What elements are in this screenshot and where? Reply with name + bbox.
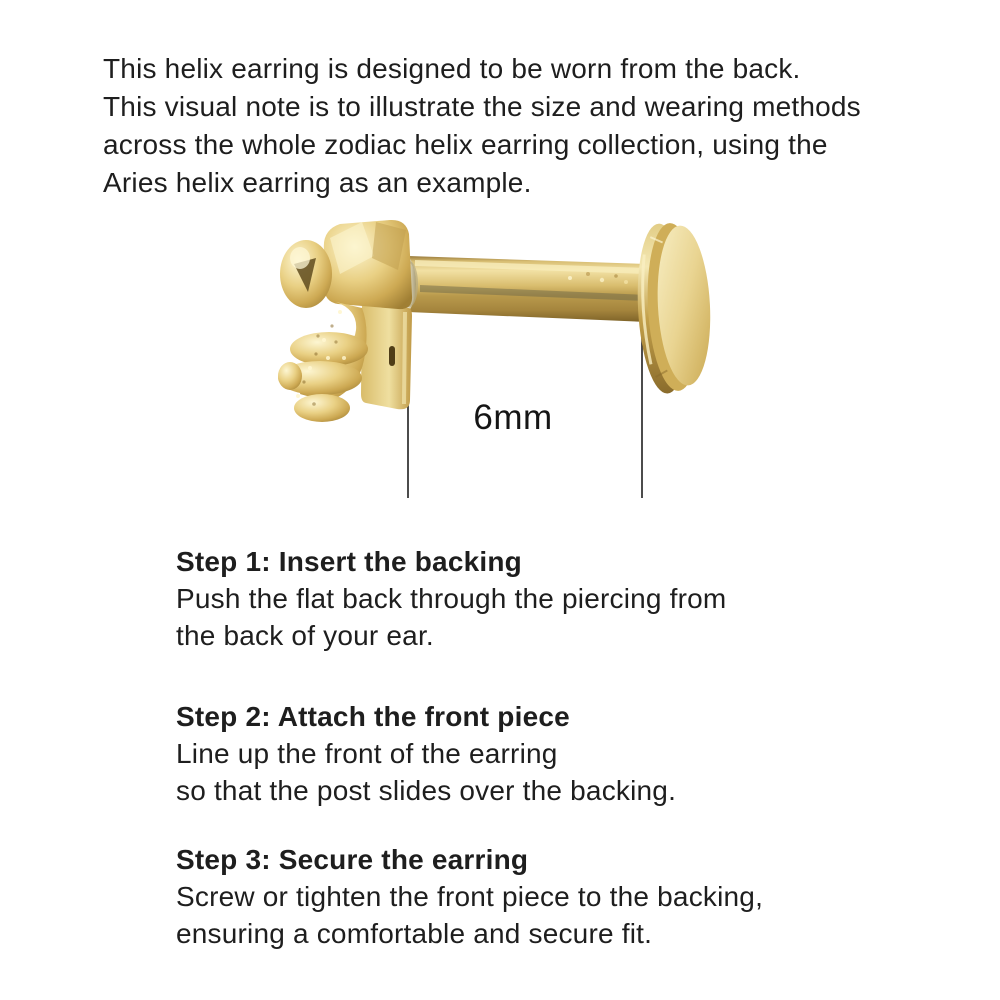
front-piece-aries (278, 220, 412, 422)
step-2-line-2: so that the post slides over the backing. (176, 775, 677, 806)
flat-back-disc (634, 221, 715, 395)
step-1-line-2: the back of your ear. (176, 620, 434, 651)
intro-paragraph (103, 50, 861, 202)
step-2-title: Step 2: Attach the front piece (176, 701, 570, 732)
step-2 (176, 698, 676, 809)
earring-post (408, 256, 648, 322)
intro-line-4: Aries helix earring as an example. (103, 167, 532, 198)
intro-line-2: This visual note is to illustrate the size and wearing methods (103, 91, 861, 122)
earring-diagram (270, 208, 720, 503)
step-2-line-1: Line up the front of the earring (176, 738, 558, 769)
step-3 (176, 841, 763, 952)
intro-line-1: This helix earring is designed to be worn from the back. (103, 53, 801, 84)
step-1-line-1: Push the flat back through the piercing from (176, 583, 727, 614)
step-3-line-2: ensuring a comfortable and secure fit. (176, 918, 653, 949)
step-3-title: Step 3: Secure the earring (176, 844, 529, 875)
step-3-line-1: Screw or tighten the front piece to the backing, (176, 881, 764, 912)
step-1 (176, 543, 726, 654)
step-1-title: Step 1: Insert the backing (176, 546, 522, 577)
size-label: 6mm (473, 398, 553, 437)
intro-line-3: across the whole zodiac helix earring collection, using the (103, 129, 828, 160)
